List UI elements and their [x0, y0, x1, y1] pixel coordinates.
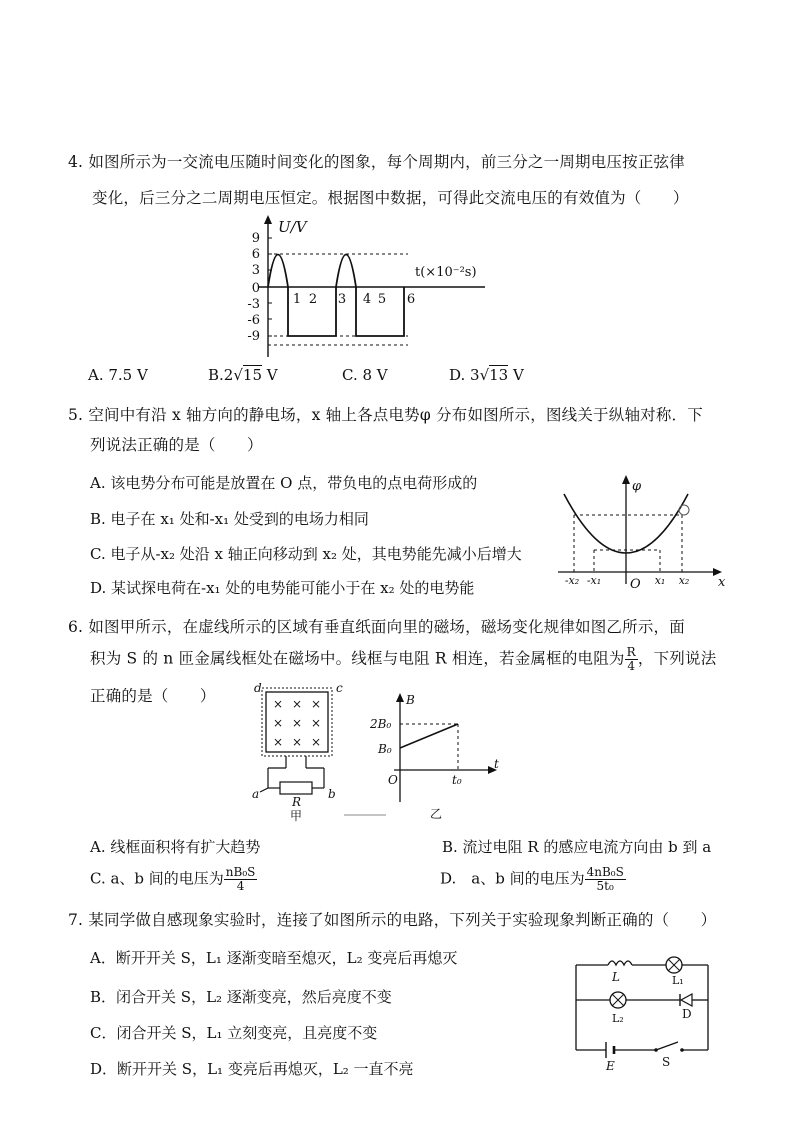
q5-x-label: x — [718, 575, 726, 590]
q4-y-tick: 3 — [251, 263, 260, 278]
frac-num: nB₀S — [225, 865, 256, 879]
q7-inductor — [608, 961, 632, 965]
q4-y-tick: -9 — [247, 329, 260, 344]
q7-stem: 7. 某同学做自感现象实验时，连接了如图所示的电路，下列关于实验现象判断正确的（ ） — [68, 911, 717, 929]
q6-stem-line3: 正确的是（ ） — [90, 687, 216, 705]
q5-guides — [574, 515, 682, 572]
q5-option-a[interactable]: A. 该电势分布可能是放置在 O 点，带负电的点电荷形成的 — [90, 474, 478, 492]
q6-resistor — [280, 782, 312, 794]
q4-option-c[interactable]: C. 8 V — [342, 366, 388, 384]
q4-voltage-graph — [200, 212, 530, 364]
q7-label-battery: E — [606, 1059, 615, 1073]
q7-lamp2 — [610, 992, 626, 1008]
q7-circuit — [568, 950, 718, 1075]
svg-text:×: × — [291, 735, 303, 749]
frac-num: R — [626, 645, 636, 659]
q4-option-a[interactable]: A. 7.5 V — [88, 366, 148, 384]
svg-text:×: × — [291, 716, 303, 730]
svg-text:×: × — [272, 716, 284, 730]
q4-x-ticks — [293, 292, 415, 307]
q6-resistance-fraction — [625, 646, 638, 673]
q5-option-b[interactable]: B. 电子在 x₁ 处和-x₁ 处受到的电场力相同 — [90, 510, 369, 528]
q6-option-d-prefix: D. a、b 间的电压为 — [440, 869, 585, 888]
q4-option-b-prefix: B.2 — [208, 366, 234, 384]
q4-x-label: t(×10⁻²s) — [415, 265, 477, 280]
frac-den: 4 — [236, 879, 245, 893]
q6-corner-c: c — [336, 682, 343, 695]
q5-mark — [679, 505, 689, 515]
q5-x-tick: -x₁ — [586, 574, 602, 587]
q6-option-c-fraction — [224, 866, 258, 893]
q7-label-lamp1: L₁ — [672, 974, 684, 987]
svg-text:×: × — [310, 735, 322, 749]
q6-b-label: B — [406, 693, 415, 707]
q4-option-d-suffix: V — [508, 366, 524, 384]
q6-caption-yi: 乙 — [430, 807, 443, 821]
q4-y-ticks — [247, 231, 260, 344]
q7-option-a[interactable]: A．断开开关 S，L₁ 逐渐变暗至熄灭，L₂ 变亮后再熄灭 — [90, 949, 458, 967]
svg-text:×: × — [310, 716, 322, 730]
svg-text:×: × — [272, 735, 284, 749]
q7-label-inductor: L — [612, 970, 620, 984]
q6-option-d-fraction — [585, 866, 626, 893]
sqrt-icon: √ — [479, 366, 490, 384]
q4-option-b-suffix: V — [262, 366, 278, 384]
q5-option-c[interactable]: C. 电子从-x₂ 处沿 x 轴正向移动到 x₂ 处，其电势能先减小后增大 — [90, 545, 522, 563]
q4-x-tick: 6 — [406, 292, 416, 307]
q7-label-switch: S — [662, 1055, 671, 1069]
q4-y-tick: -6 — [247, 313, 260, 328]
svg-text:×: × — [291, 697, 303, 711]
q6-stem-line2-a: 积为 S 的 n 匝金属线框处在磁场中。线框与电阻 R 相连，若金属框的电阻为 — [90, 649, 625, 668]
q7-diode — [680, 994, 692, 1006]
svg-text:×: × — [272, 697, 284, 711]
q4-stem-line2: 变化，后三分之二周期电压恒定。根据图中数据，可得此交流电压的有效值为（ ） — [92, 189, 689, 207]
q5-x-tick: x₂ — [678, 574, 690, 587]
q5-stem-line2: 列说法正确的是（ ） — [90, 436, 263, 454]
q4-x-tick: 5 — [377, 292, 387, 307]
q4-y-label: U/V — [278, 218, 307, 236]
q6-terminal-b: b — [328, 787, 336, 801]
q6-stem-line2 — [90, 646, 716, 673]
q5-x-tick: x₁ — [654, 574, 666, 587]
q4-option-d-prefix: D. 3 — [449, 366, 480, 384]
q5-option-d[interactable]: D. 某试探电荷在-x₁ 处的电势能可能小于在 x₂ 处的电势能 — [90, 579, 475, 597]
q4-option-b[interactable] — [208, 366, 278, 384]
q4-y-tick: 6 — [251, 247, 260, 262]
q4-stem-line1: 4. 如图所示为一交流电压随时间变化的图象，每个周期内，前三分之一周期电压按正弦律 — [68, 153, 685, 171]
q6-stem-line2-b: ，下列说法 — [637, 649, 717, 668]
q6-crosses — [273, 697, 321, 749]
q5-y-axis-arrow — [622, 475, 630, 484]
q5-origin: O — [630, 577, 641, 592]
q4-x-tick: 1 — [292, 292, 302, 307]
q6-resistor-label: R — [292, 795, 302, 809]
q6-b-line — [400, 724, 458, 748]
sqrt-icon: √ — [233, 366, 243, 384]
q5-potential-graph — [550, 472, 730, 594]
q6-option-d[interactable] — [440, 866, 626, 893]
q7-label-diode: D — [682, 1007, 692, 1021]
q4-x-tick: 3 — [337, 292, 347, 307]
q7-option-d[interactable]: D．断开开关 S，L₁ 变亮后再熄灭，L₂ 一直不亮 — [90, 1060, 414, 1078]
q5-y-label: φ — [632, 479, 642, 494]
q6-origin: O — [388, 773, 398, 787]
frac-den: 4 — [627, 659, 636, 673]
q6-figure-jia — [246, 682, 366, 822]
q4-option-d[interactable] — [449, 366, 524, 384]
q4-y-tick: -3 — [247, 297, 260, 312]
q6-option-c-prefix: C. a、b 间的电压为 — [90, 869, 224, 888]
q6-y-top: 2B₀ — [370, 717, 392, 731]
q4-y-tick: 0 — [251, 281, 260, 296]
q7-label-lamp2: L₂ — [612, 1012, 624, 1025]
q7-battery — [606, 1042, 614, 1058]
q6-x-tick: t₀ — [452, 773, 462, 787]
frac-den: 5t₀ — [596, 879, 614, 893]
q5-x-tick: -x₂ — [564, 574, 580, 587]
q6-y-mid: B₀ — [378, 742, 392, 756]
q4-option-d-radicand: 13 — [489, 366, 509, 384]
frac-num: 4nB₀S — [586, 865, 624, 879]
svg-text:×: × — [310, 697, 322, 711]
q5-stem-line1: 5. 空间中有沿 x 轴方向的静电场，x 轴上各点电势φ 分布如图所示，图线关于纵轴对称．下 — [68, 406, 703, 424]
q4-y-axis-arrow — [264, 215, 272, 224]
q6-option-b[interactable]: B. 流过电阻 R 的感应电流方向由 b 到 a — [442, 838, 712, 856]
q6-caption-jia: 甲 — [290, 809, 303, 822]
q4-y-tick: 9 — [251, 231, 260, 246]
q4-option-b-radicand: 15 — [242, 366, 262, 384]
q6-terminal-a: a — [252, 787, 260, 801]
q6-stem-line1: 6. 如图甲所示，在虚线所示的区域有垂直纸面向里的磁场，磁场变化规律如图乙所示，面 — [68, 618, 685, 636]
q6-option-c[interactable] — [90, 866, 257, 893]
q7-option-c[interactable]: C．闭合开关 S，L₁ 立刻变亮，且亮度不变 — [90, 1024, 378, 1042]
q6-corner-d: d — [254, 682, 262, 695]
q6-figure-yi — [366, 690, 506, 822]
q7-option-b[interactable]: B．闭合开关 S，L₂ 逐渐变亮，然后亮度不变 — [90, 988, 392, 1006]
q6-option-a[interactable]: A. 线框面积将有扩大趋势 — [90, 838, 261, 856]
q4-x-tick: 4 — [362, 292, 372, 307]
q6-t-label: t — [494, 757, 499, 771]
q7-lamp1 — [666, 957, 682, 973]
q4-x-tick: 2 — [308, 292, 318, 307]
q7-switch — [656, 1042, 678, 1050]
